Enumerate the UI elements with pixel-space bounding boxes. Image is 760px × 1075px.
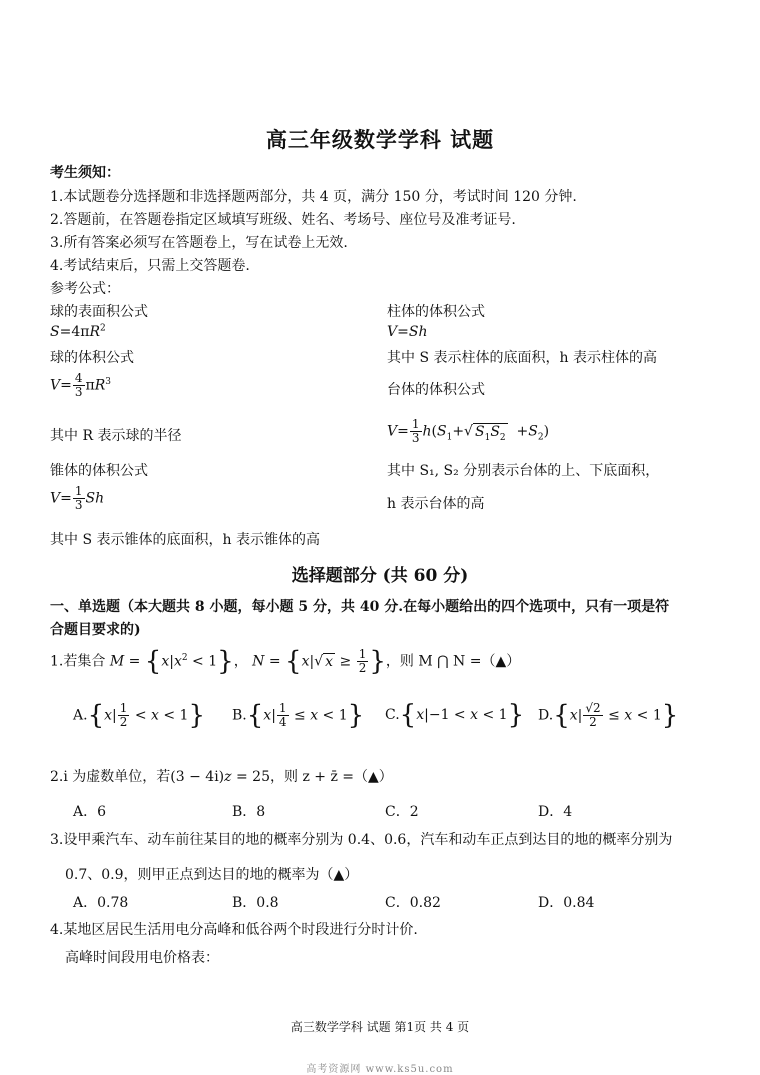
q3-option-c: C．0.82 (385, 895, 441, 911)
sphere-volume-formula: V= $\frac{4}{3}$ $\pi R^3$ (50, 371, 111, 399)
notice-item: 2.答题前，在答题卷指定区域填写班级、姓名、考场号、座位号及准考证号. (50, 212, 516, 228)
part-instructions: 一、单选题（本大题共 8 小题，每小题 5 分，共 40 分.在每小题给出的四个选项中，只有一项是符 (50, 599, 670, 615)
page-title: 高三年级数学学科 试题 (265, 127, 495, 152)
q3-option-d: D．0.84 (538, 895, 595, 911)
cone-label: 锥体的体积公式 (50, 463, 148, 479)
question-3: 3.设甲乘汽车、动车前往某目的地的概率分别为 0.4、0.6，汽车和动车正点到达目的地的概率分别为 (50, 832, 673, 848)
q1-option-d: D.{x| $\frac{√2}{2}$ ≤ x < 1} (538, 700, 679, 731)
question-2: 2.i 为虚数单位，若(3 − 4i)z = 25，则 z + z̄ =（▲） (50, 769, 393, 785)
frustum-label: 台体的体积公式 (387, 382, 485, 398)
sphere-area-label: 球的表面积公式 (50, 304, 148, 320)
frustum-formula: V= $\frac{1}{3}$ $h(S_1+√$ $S_1S_2 +S_2$) (387, 417, 550, 445)
sphere-area-formula: $S=4\pi R^2$ (50, 323, 106, 340)
page-footer: 高三数学学科 试题 第1页 共 4 页 (290, 1020, 470, 1034)
frustum-note-2: h 表示台体的高 (387, 496, 485, 512)
q2-option-c: C．2 (385, 804, 419, 820)
formulas-heading: 参考公式： (50, 281, 120, 297)
notice-item: 4.考试结束后，只需上交答题卷. (50, 258, 250, 274)
notice-item: 3.所有答案必须写在答题卷上，写在试卷上无效. (50, 235, 348, 251)
notice-heading: 考生须知： (50, 165, 120, 181)
q1-option-b: B.{x| $\frac{1}{4}$ ≤ x < 1} (232, 700, 365, 731)
question-4-line-2: 高峰时间段用电价格表： (65, 950, 219, 966)
q2-option-d: D．4 (538, 804, 573, 820)
sphere-volume-label: 球的体积公式 (50, 350, 134, 366)
notice-item: 1.本试题卷分选择题和非选择题两部分，共 4 页，满分 150 分，考试时间 120 分钟. (50, 189, 577, 205)
question-1: 1.若集合 $M = \{x|x^2 < 1\}$， N = {x|√ x ≥ $\frac{1}{2}$ }，则 M ⋂ N =（▲） (50, 646, 521, 677)
frustum-note: 其中 S₁, S₂ 分别表示台体的上、下底面积， (387, 463, 660, 479)
q1-option-c: C.{x|−1 < x < 1} (385, 700, 525, 730)
cone-formula: V= $\frac{1}{3}$ Sh (50, 484, 105, 512)
prism-note: 其中 S 表示柱体的底面积，h 表示柱体的高 (387, 350, 657, 366)
q1-option-a: A.{x| $\frac{1}{2}$ < x < 1} (73, 700, 206, 731)
q3-option-a: A．0.78 (73, 895, 129, 911)
cone-note: 其中 S 表示锥体的底面积，h 表示锥体的高 (50, 532, 320, 548)
q2-option-b: B．8 (232, 804, 266, 820)
section-title: 选择题部分 (共 60 分) (291, 566, 469, 586)
q3-option-b: B．0.8 (232, 895, 279, 911)
part-instructions-2: 合题目要求的) (50, 622, 141, 638)
q2-option-a: A．6 (73, 804, 107, 820)
sphere-note: 其中 R 表示球的半径 (50, 428, 182, 444)
question-4: 4.某地区居民生活用电分高峰和低谷两个时段进行分时计价. (50, 922, 418, 938)
prism-formula: V=Sh (387, 324, 428, 340)
prism-label: 柱体的体积公式 (387, 304, 485, 320)
question-3-line-2: 0.7、0.9，则甲正点到达目的地的概率为（▲） (65, 867, 359, 883)
watermark: 高考资源网 www.ks5u.com (306, 1064, 454, 1075)
